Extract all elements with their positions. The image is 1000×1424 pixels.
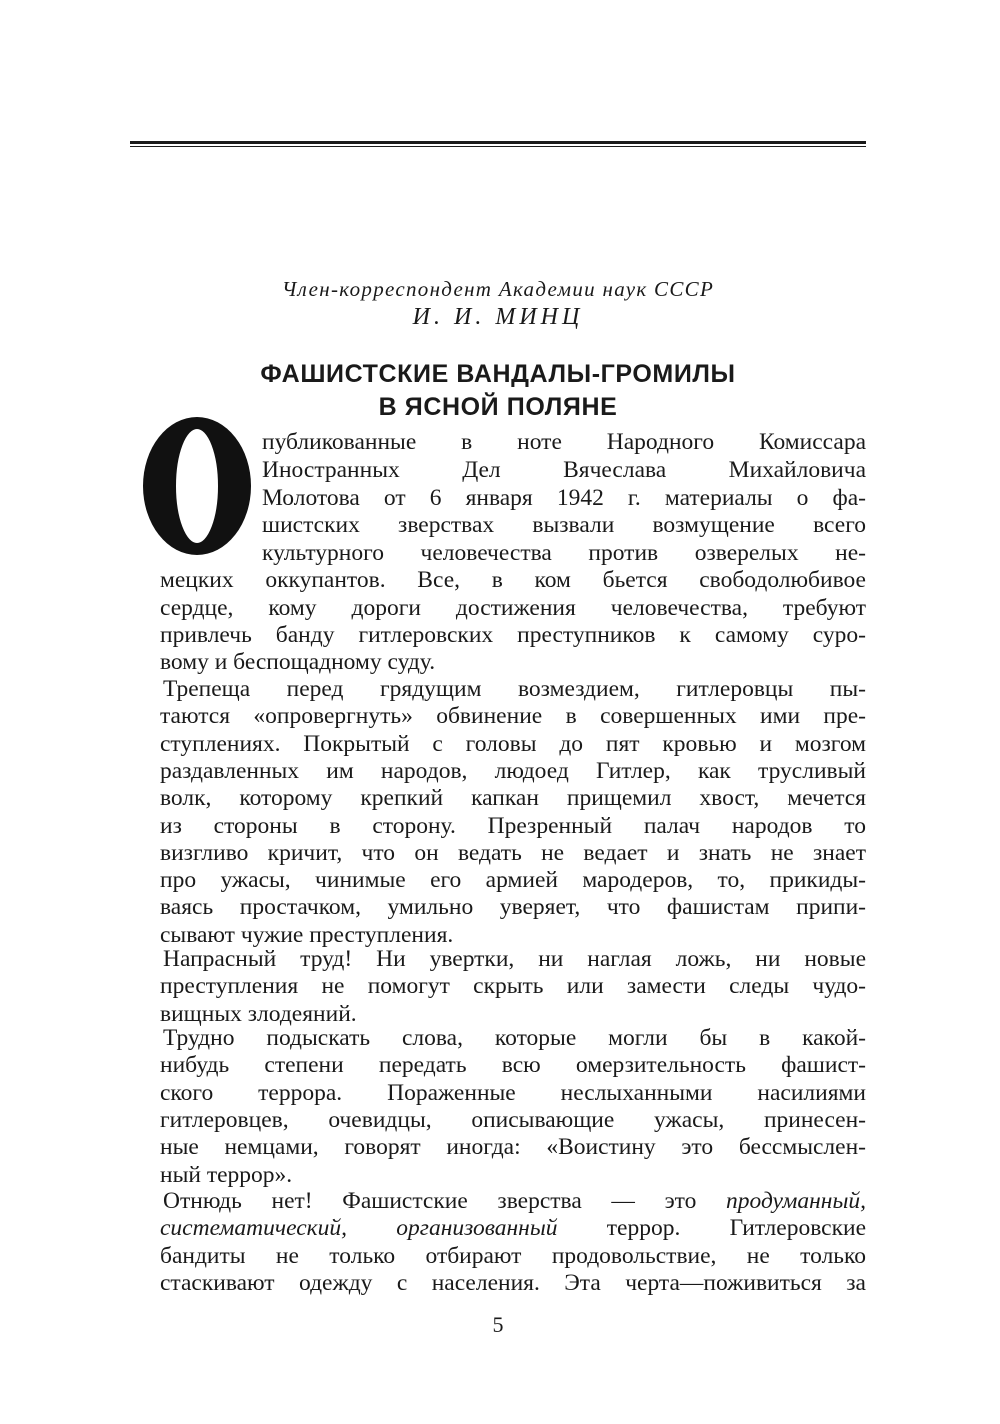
text-line [160,1161,866,1189]
text-line-content: нибудь степени передать всю омерзительность фашист- [160,1052,866,1079]
text-line [160,784,866,812]
text-line [160,866,866,894]
page-number: 5 [492,1312,504,1337]
text-line [160,730,866,758]
text-line [163,1024,866,1052]
text-line [160,839,866,867]
ornamental-drop-cap-o-icon [138,413,256,559]
text-line [160,1079,866,1107]
text-line-content: ные немцами, говорят иногда: «Воистину это бессмыслен- [160,1134,866,1161]
text-line-content: ный террор». [160,1161,293,1188]
text-line-content: Трепеща перед грядущим возмездием, гитлеровцы пы- [163,676,866,702]
text-line-content: вищных злодеяний. [160,1000,357,1027]
text-line-content: Иностранных Дел Вячеслава Михайловича [262,457,866,483]
text-line-content: гитлеровцев, очевидцы, описывающие ужасы, принесен- [160,1106,866,1133]
text-line-content: вому и беспощадному суду. [160,649,436,675]
text-line-content: ского террора. Пораженные неслыханными насилиями [160,1079,866,1106]
text-line-content: культурного человечества против озверелых не- [262,540,866,566]
text-line [160,1051,866,1079]
text-line-content: бандиты не только отбирают продовольствие, не только [160,1242,866,1269]
text-line [160,621,866,649]
text-line-content: сердце, кому дороги достижения человечества, требуют [160,595,866,621]
text-line-content: ваясь простачком, умильно уверяет, что фашистам припи- [160,894,866,921]
text-line [160,893,866,921]
text-line-content: преступления не помогут скрыть или замести следы чудо- [160,973,866,1000]
text-line [160,1133,866,1161]
author-name: И. И. МИНЦ [412,304,584,330]
text-line-content: волк, которому крепкий капкан прищемил хвост, мечется [160,785,866,812]
text-line [163,675,866,703]
text-line-content: шистских зверствах вызвали возмущение всего [262,512,866,538]
text-line [262,539,866,567]
text-line-content: Отнюдь нет! Фашистские зверства — это продуманный, [163,1188,866,1214]
author-role: Член-корреспондент Академии наук СССР [281,277,715,301]
text-line [160,566,866,594]
text-line [160,648,866,676]
text-line-content: таются «опровергнуть» обвинение в совершенных ими пре- [160,703,866,730]
italic-emphasis: продуманный, [726,1188,866,1214]
text-line-content: публикованные в ноте Народного Комиссара [262,429,866,455]
text-line-content: про ужасы, чинимые его армией мародеров, то, прикиды- [160,867,866,894]
text-line [160,1269,866,1297]
header-rule [130,141,866,147]
text-line [160,1106,866,1134]
text-line-content: Напрасный труд! Ни увертки, ни наглая ложь, ни новые [163,946,866,972]
text-line-content: привлечь банду гитлеровских преступников к самому суро- [160,622,866,648]
text-line-content: стаскивают одежду с населения. Эта черта—поживиться за [160,1269,866,1296]
text-line [160,594,866,622]
text-line [262,511,866,539]
title-line-2: В ЯСНОЙ ПОЛЯНЕ [378,393,618,421]
text-line [262,428,866,456]
text-line [160,812,866,840]
text-line [160,1242,866,1270]
text-line [160,972,866,1000]
title-line-1: ФАШИСТСКИЕ ВАНДАЛЫ-ГРОМИЛЫ [260,360,736,388]
text-line-content: ступлениях. Покрытый с головы до пят кровью и мозгом [160,730,866,757]
text-line [262,456,866,484]
text-line-content: раздавленных им народов, людоед Гитлер, как трусливый [160,757,866,784]
text-line [160,757,866,785]
text-line [163,1187,866,1215]
text-line-content: сывают чужие преступления. [160,921,454,948]
text-line [163,945,866,973]
italic-emphasis: систематический, организованный [160,1215,558,1242]
text-line-content: из стороны в сторону. Презренный палач народов то [160,812,866,839]
text-line [160,702,866,730]
text-line [160,1214,866,1242]
text-line-content: мецких оккупантов. Все, в ком бьется свободолюбивое [160,567,866,593]
text-line-content: Молотова от 6 января 1942 г. материалы о фа- [262,485,866,511]
text-line-content: визгливо кричит, что он ведать не ведает и знать не знает [160,839,866,866]
text-line-content: систематический, организованный террор. Гитлеровские [160,1215,867,1242]
text-line [262,484,866,512]
text-line-content: Трудно подыскать слова, которые могли бы в какой- [163,1025,866,1051]
